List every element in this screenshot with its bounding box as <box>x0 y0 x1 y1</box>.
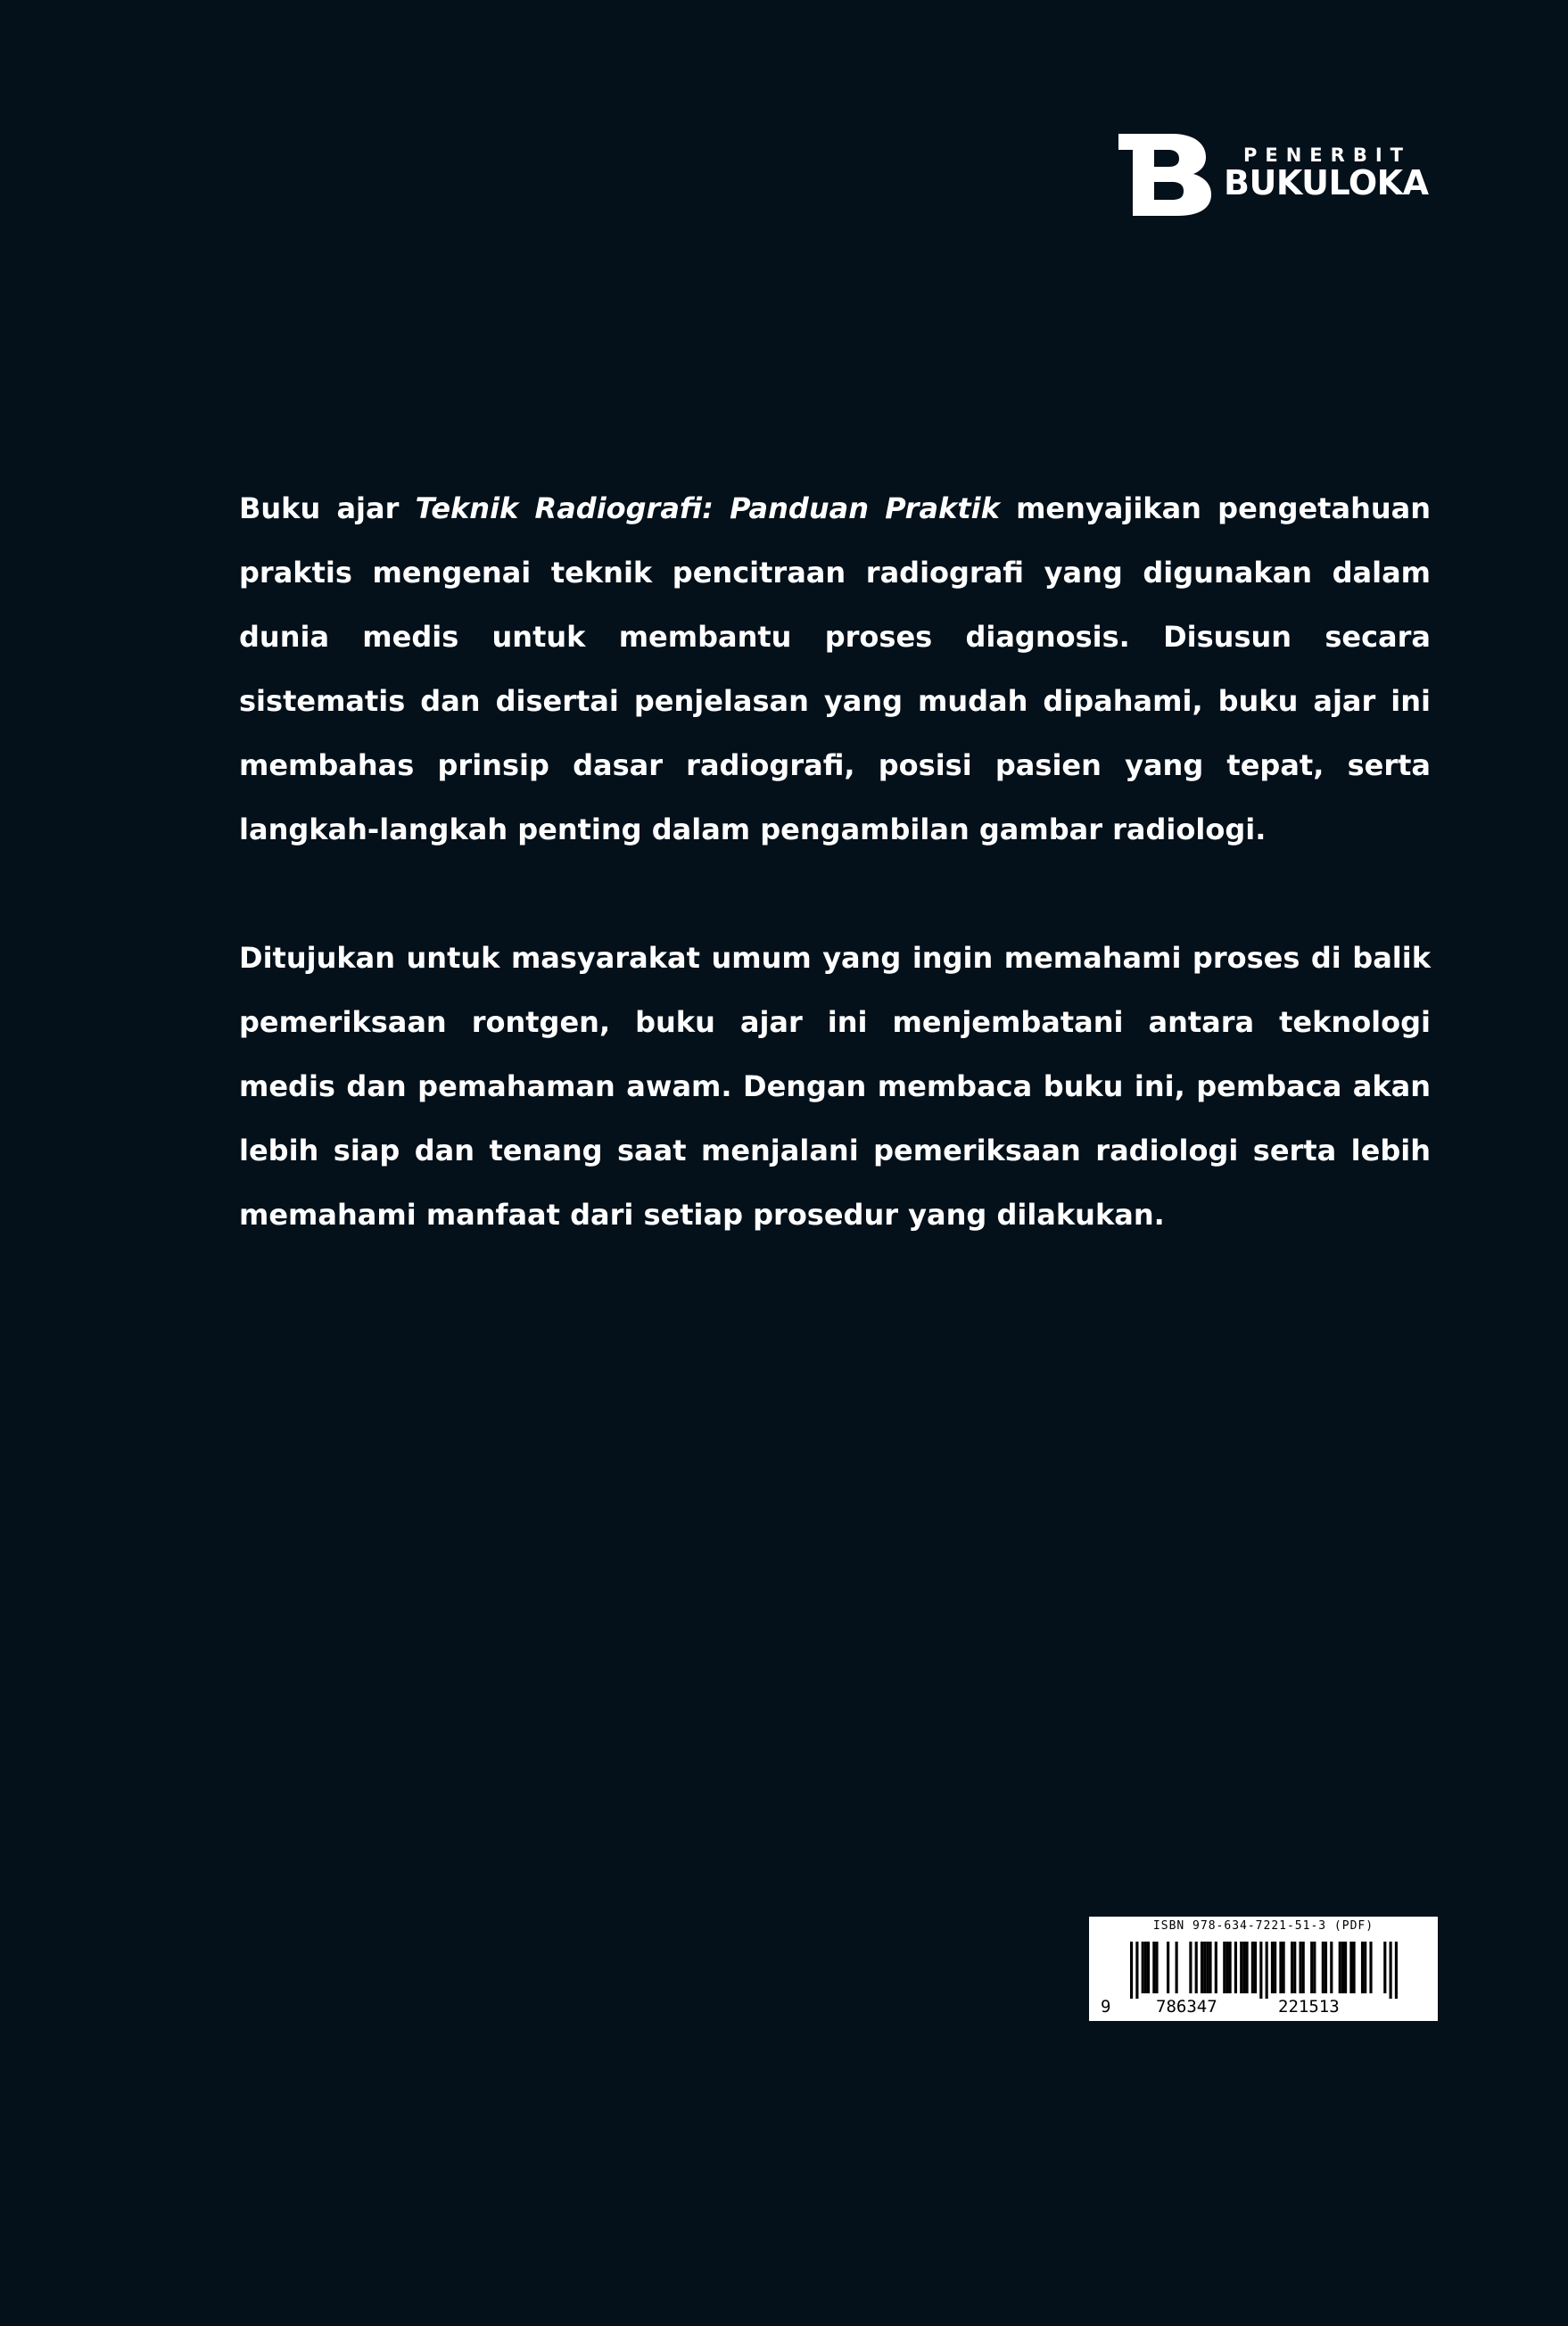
barcode-bar <box>1274 1942 1276 1993</box>
barcode-bar <box>1152 1942 1155 1993</box>
bukuloka-b-logo-icon <box>1118 134 1215 216</box>
isbn-text: ISBN 978-634-7221-51-3 (PDF) <box>1152 1919 1374 1933</box>
barcode-digits-left: 786347 <box>1156 1997 1217 2017</box>
publisher-logo <box>1118 134 1440 216</box>
barcode-bar <box>1383 1942 1386 1993</box>
barcode-bar <box>1395 1942 1398 1999</box>
barcode-bar <box>1283 1942 1285 1993</box>
publisher-name: BUKULOKA <box>1224 163 1429 202</box>
barcode-bar <box>1322 1942 1325 1993</box>
barcode-bar <box>1291 1942 1293 1993</box>
barcode-bar <box>1344 1942 1347 1993</box>
barcode-digits-right: 221513 <box>1278 1997 1340 2017</box>
barcode-bar <box>1302 1942 1305 1993</box>
barcode-bar <box>1147 1942 1150 1993</box>
barcode-bar <box>1245 1942 1248 1993</box>
barcode-bar <box>1279 1942 1282 1993</box>
barcode-bar <box>1229 1942 1232 1993</box>
barcode-bar <box>1135 1942 1138 1999</box>
barcode-bar <box>1325 1942 1327 1993</box>
barcode-bar <box>1251 1942 1254 1993</box>
barcode-bar <box>1369 1942 1372 1993</box>
barcode-bar <box>1299 1942 1301 1993</box>
barcode-bar <box>1341 1942 1344 1993</box>
barcode-bar <box>1240 1942 1242 1993</box>
barcode-digit-lead: 9 <box>1101 1997 1111 2017</box>
barcode-bar <box>1144 1942 1147 1993</box>
isbn-barcode <box>1089 1917 1438 2021</box>
barcode-bar <box>1293 1942 1296 1993</box>
barcode-bar <box>1209 1942 1211 1993</box>
barcode-bar <box>1364 1942 1366 1993</box>
blurb-paragraph-1 <box>239 476 1431 862</box>
barcode-bar <box>1167 1942 1169 1993</box>
blurb-lead: Buku ajar <box>239 491 416 525</box>
barcode-bar <box>1271 1942 1274 1993</box>
barcode-bar <box>1201 1942 1203 1993</box>
barcode-bar <box>1215 1942 1217 1993</box>
publisher-label: PENERBIT <box>1243 144 1411 166</box>
blurb-paragraph-2: Ditujukan untuk masyarakat umum yang ingin memahami proses di balik pemeriksaan rontgen, buku ajar ini menjembatani antara teknologi medis dan pemahaman awam. Dengan membaca buku ini, pembaca akan lebih siap dan tenang saat menjalani pemeriksaan radiologi serta lebih memahami manfaat dari setiap prosedur yang dilakukan. <box>239 941 1431 1232</box>
book-title: Teknik Radiografi: Panduan Praktik <box>415 491 1000 525</box>
barcode-bar <box>1206 1942 1209 1993</box>
barcode-bar <box>1176 1942 1178 1993</box>
barcode-bar <box>1242 1942 1245 1993</box>
barcode-bar <box>1259 1942 1262 1999</box>
barcode-bar <box>1142 1942 1144 1993</box>
barcode-bar <box>1195 1942 1198 1993</box>
barcode-bar <box>1203 1942 1206 1993</box>
barcode-bar <box>1361 1942 1364 1993</box>
barcode-bar <box>1155 1942 1158 1993</box>
barcode-bar <box>1352 1942 1355 1993</box>
barcode-bar <box>1254 1942 1257 1993</box>
barcode-bar <box>1390 1942 1392 1999</box>
barcode-bar <box>1313 1942 1316 1993</box>
barcode-bar <box>1223 1942 1226 1993</box>
barcode-bar <box>1266 1942 1268 1999</box>
barcode-bar <box>1330 1942 1333 1993</box>
barcode-bar <box>1130 1942 1133 1999</box>
barcode-bar <box>1189 1942 1192 1993</box>
barcode-bars <box>1130 1942 1398 1999</box>
barcode-bar <box>1339 1942 1341 1993</box>
barcode-bar <box>1226 1942 1228 1993</box>
blurb <box>239 476 1431 1247</box>
blurb-rest: menyajikan pengetahuan praktis mengenai teknik pencitraan radiografi yang digunakan dalam dunia medis untuk membantu proses diagnosis. Disusun secara sistematis dan disertai penjelasan yang mudah dipahami, buku ajar ini membahas prinsip dasar radiografi, posisi pasien yang tepat, serta langkah-langkah penting dalam pengambilan gambar radiologi. <box>239 491 1431 846</box>
barcode-bar <box>1234 1942 1237 1993</box>
barcode-bar <box>1310 1942 1313 1993</box>
barcode-bar <box>1349 1942 1352 1993</box>
